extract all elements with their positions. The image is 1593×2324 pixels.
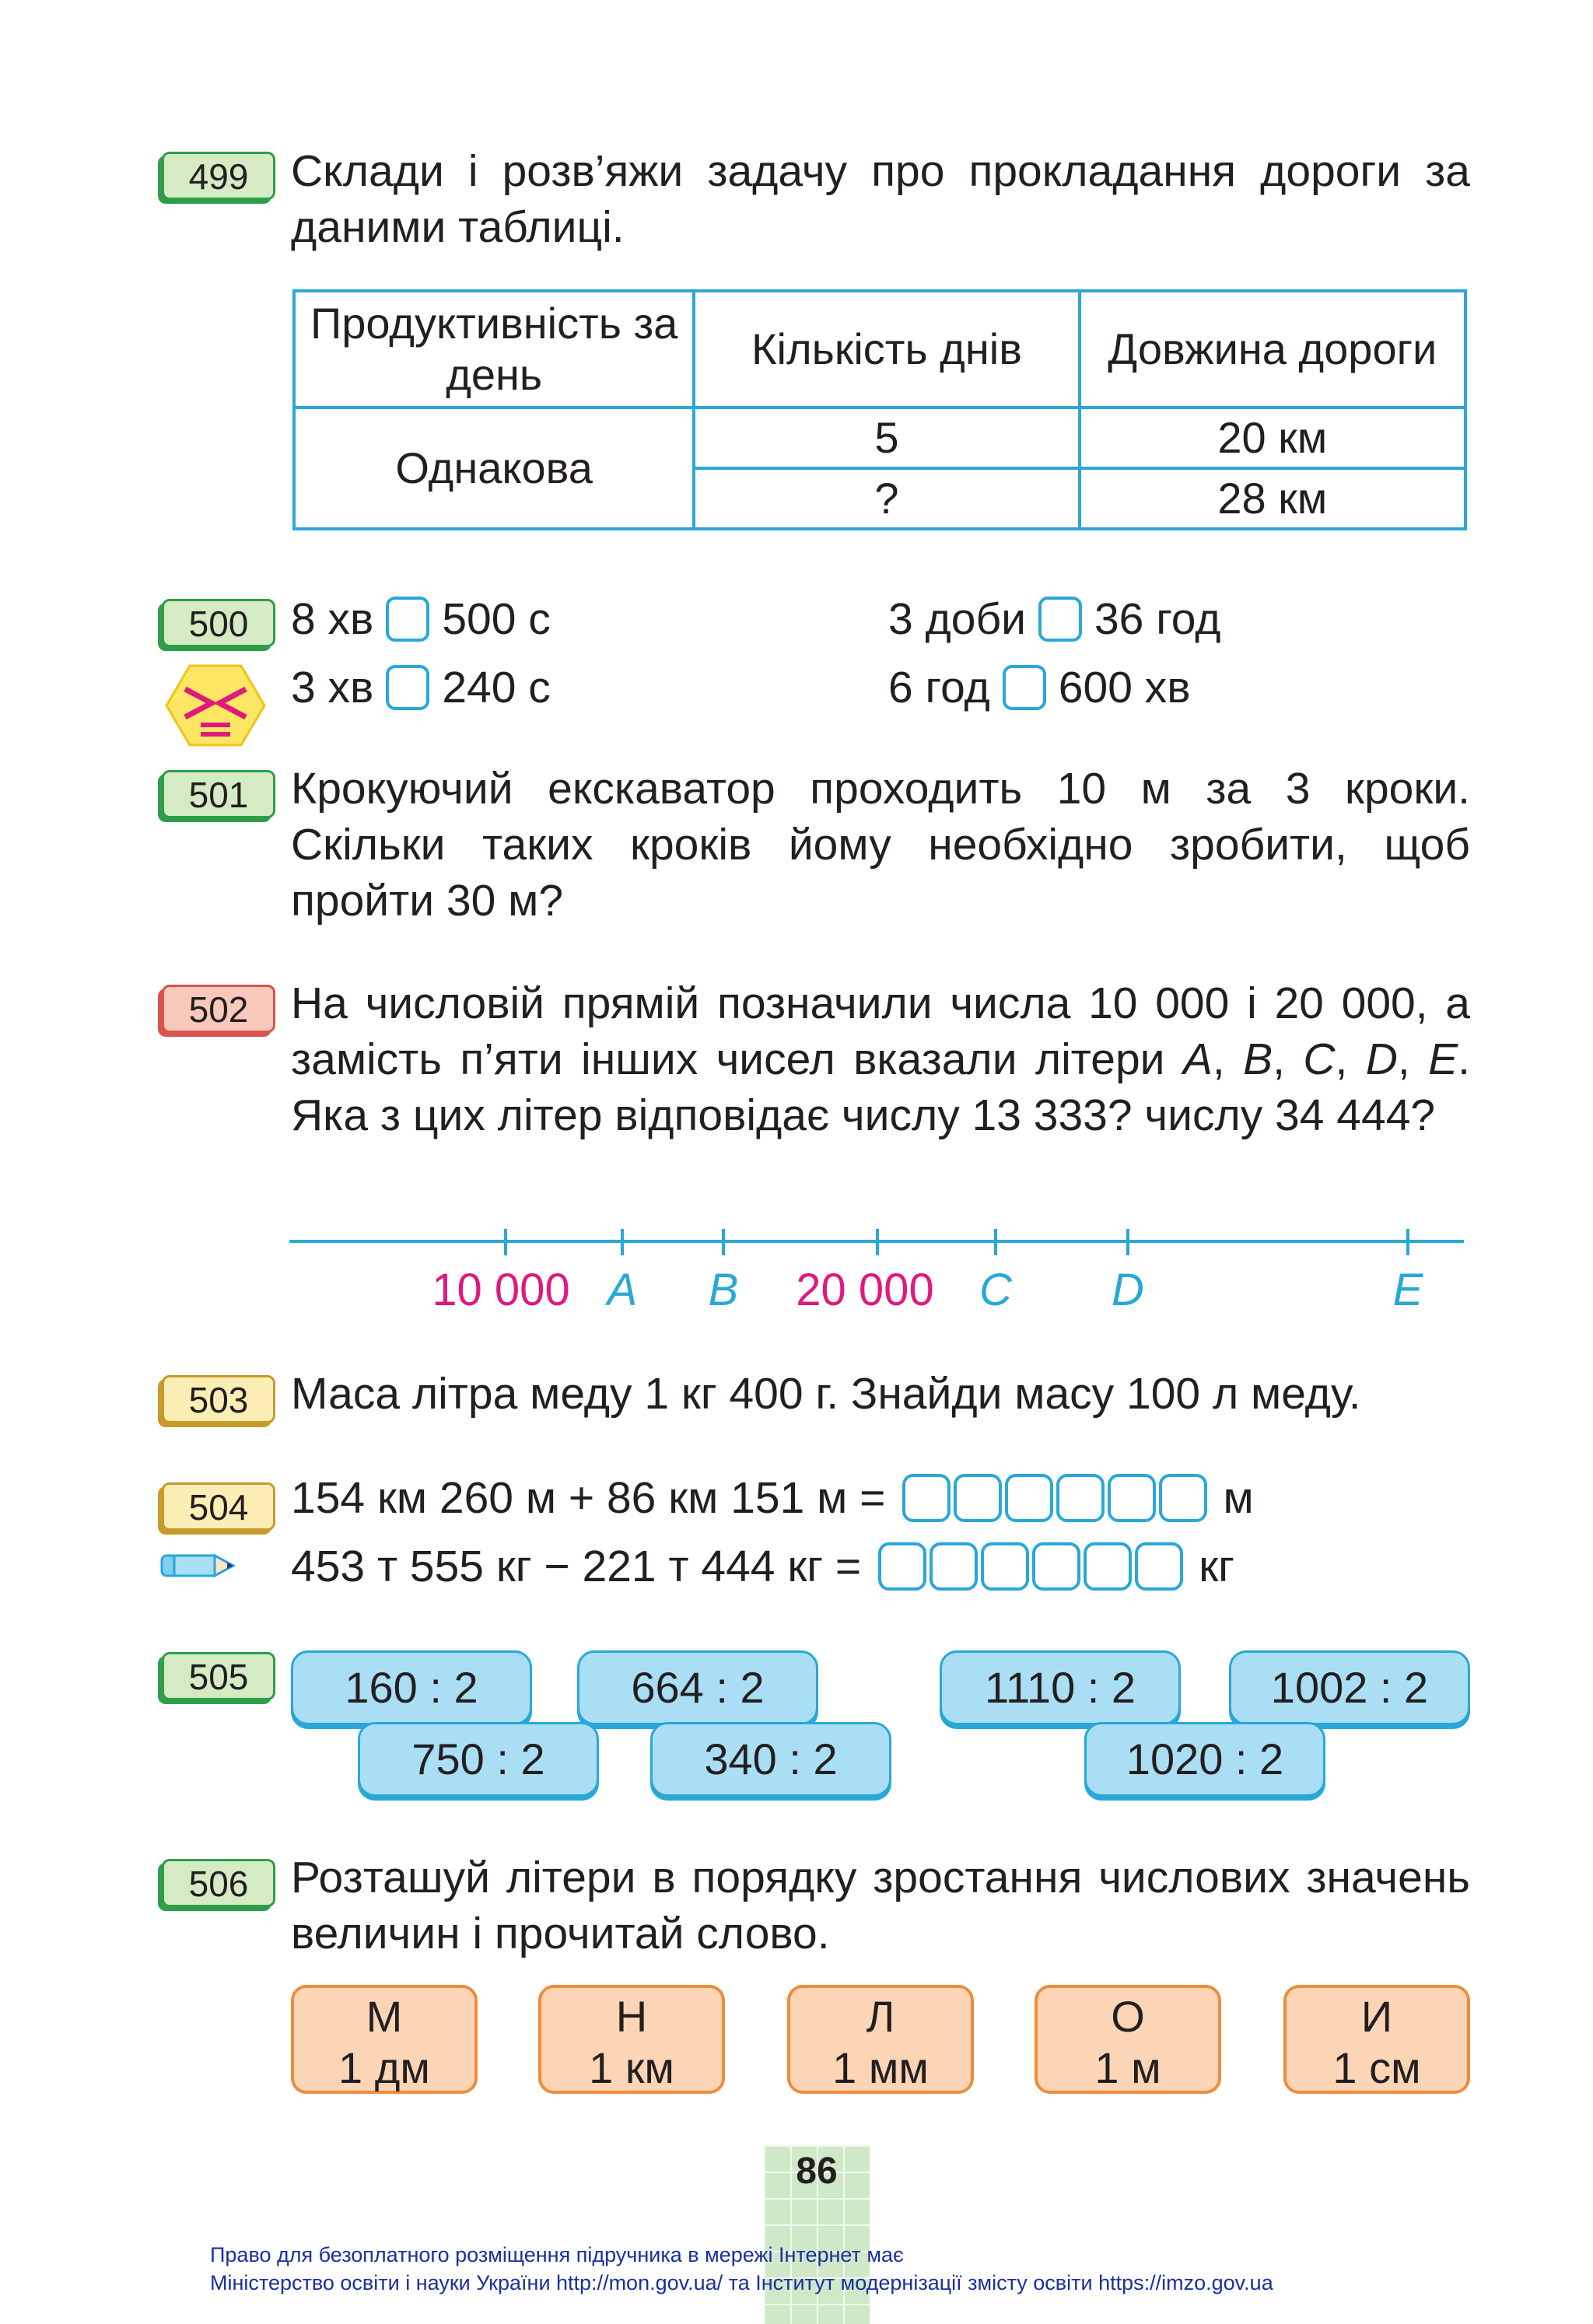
answer-boxes[interactable]: [878, 1542, 1186, 1591]
table-header: Кількість днів: [694, 291, 1079, 408]
table-cell: ?: [694, 468, 1079, 529]
compare-row: [888, 660, 1191, 716]
answer-cell[interactable]: [1108, 1474, 1156, 1522]
number-line-tick: [1126, 1229, 1129, 1255]
answer-boxes[interactable]: [902, 1474, 1210, 1522]
task-number-500: 500: [162, 599, 275, 647]
letter-c: C: [1303, 1034, 1336, 1084]
unit: кг: [1199, 1542, 1234, 1591]
table-header: Продуктивність за день: [294, 291, 694, 408]
letter-card-letter: М: [366, 1992, 403, 2041]
task-number-501: 501: [162, 770, 275, 818]
number-line-label: E: [1392, 1265, 1423, 1315]
letter-b: B: [1243, 1034, 1273, 1084]
division-card: 750 : 2: [358, 1722, 599, 1797]
compare-row: [291, 591, 551, 647]
compare-right: 500 с: [442, 594, 551, 644]
pencil-icon: [159, 1548, 236, 1585]
table-cell: 5: [694, 408, 1079, 468]
number-line-tick: [994, 1229, 997, 1255]
compare-box[interactable]: [1038, 597, 1082, 642]
letter-card: [1035, 1985, 1221, 2094]
number-line-tick: [504, 1229, 507, 1255]
task-503-text: Маса літра меду 1 кг 400 г. Знайди масу 100 л меду.: [291, 1369, 1361, 1419]
compare-signs-icon: [165, 663, 266, 748]
table-cell: 20 км: [1080, 408, 1465, 468]
number-line-tick: [1406, 1229, 1409, 1255]
letter-card-letter: О: [1111, 1992, 1145, 2041]
compare-left: 6 год: [888, 663, 990, 712]
compare-row: [888, 591, 1220, 647]
compare-box[interactable]: [386, 597, 429, 642]
answer-cell[interactable]: [1032, 1542, 1080, 1591]
answer-cell[interactable]: [902, 1474, 951, 1522]
letter-a: A: [1182, 1034, 1213, 1084]
letter-card-value: 1 мм: [832, 2043, 929, 2092]
table-cell: Однакова: [294, 408, 694, 529]
task-number-506: 506: [162, 1859, 275, 1907]
letter-card-value: 1 см: [1332, 2043, 1421, 2092]
number-line-label: C: [979, 1265, 1012, 1315]
division-card: 1020 : 2: [1084, 1722, 1325, 1797]
letter-card: [538, 1985, 725, 2094]
task-502-text: На числовій прямій позначили числа 10 000 і 20 000, а замість п’яти інших чисел вказали літери A, B, C, D, E. Яка з цих літер відповідає числу 13 333? числу 34 444?: [291, 978, 1470, 1140]
table-cell: 28 км: [1080, 468, 1465, 529]
number-line-label: 10 000: [432, 1265, 570, 1315]
letter-card-letter: И: [1360, 1992, 1393, 2041]
letter-e: E: [1428, 1034, 1458, 1084]
letter-card-value: 1 дм: [338, 2043, 430, 2092]
compare-left: 3 хв: [291, 663, 374, 712]
task-499-table: [292, 289, 1467, 530]
table-header: Довжина дороги: [1080, 291, 1465, 408]
footer-line-1: Право для безоплатного розміщення підручника в мережі Інтернет має: [210, 2243, 904, 2266]
task-501-text: Крокуючий екскаватор проходить 10 м за 3 кроки. Скільки таких кроків йому необхідно зробити, щоб пройти 30 м?: [291, 764, 1470, 926]
answer-cell[interactable]: [1135, 1542, 1183, 1591]
number-line-label: 20 000: [796, 1265, 934, 1315]
answer-cell[interactable]: [878, 1542, 926, 1591]
expression-row: [291, 1470, 1254, 1526]
letter-card-value: 1 км: [589, 2043, 674, 2092]
number-line-label: D: [1112, 1265, 1144, 1315]
expression-row: [291, 1538, 1234, 1594]
division-card: 664 : 2: [577, 1650, 818, 1725]
answer-cell[interactable]: [981, 1542, 1029, 1591]
compare-row: [291, 660, 551, 716]
expression: 154 км 260 м + 86 км 151 м =: [291, 1473, 886, 1523]
task-506-text: Розташуй літери в порядку зростання числових значень величин і прочитай слово.: [291, 1853, 1470, 1958]
unit: м: [1223, 1473, 1254, 1523]
number-line-tick: [876, 1229, 879, 1255]
answer-cell[interactable]: [930, 1542, 978, 1591]
compare-box[interactable]: [1003, 665, 1046, 710]
number-line-label: B: [708, 1265, 739, 1315]
compare-box[interactable]: [386, 665, 429, 710]
compare-left: 8 хв: [291, 594, 374, 644]
letter-card-value: 1 м: [1094, 2043, 1161, 2092]
footer-line-2: Міністерство освіти і науки України http://mon.gov.ua/ та Інститут модернізації змісту освіти https://imzo.gov.ua: [210, 2271, 1273, 2294]
task-number-499: 499: [162, 152, 275, 200]
letter-card: [1283, 1985, 1470, 2094]
page-number-block: [764, 2145, 870, 2324]
number-line-label: A: [607, 1265, 638, 1315]
letter-d: D: [1365, 1034, 1398, 1084]
page-number: 86: [796, 2151, 838, 2192]
expression: 453 т 555 кг − 221 т 444 кг =: [291, 1542, 862, 1591]
task-502-text-part: . Яка з цих літер відповідає числу 13 333? числу 34 444?: [291, 1034, 1470, 1140]
division-card: 1002 : 2: [1229, 1650, 1470, 1725]
task-number-502: 502: [162, 985, 275, 1033]
division-card: 340 : 2: [650, 1722, 891, 1797]
answer-cell[interactable]: [1159, 1474, 1207, 1522]
task-number-505: 505: [162, 1652, 275, 1700]
division-card: 160 : 2: [291, 1650, 532, 1725]
answer-cell[interactable]: [954, 1474, 1002, 1522]
division-card: 1110 : 2: [940, 1650, 1181, 1725]
letter-card: [291, 1985, 478, 2094]
answer-cell[interactable]: [1084, 1542, 1132, 1591]
compare-right: 600 хв: [1058, 663, 1191, 712]
letter-card: [787, 1985, 974, 2094]
task-502-text-part: На числовій прямій позначили числа 10 000 і 20 000, а замість п’яти інших чисел вказали літери: [291, 978, 1470, 1084]
letter-card-letter: Л: [866, 1992, 895, 2041]
number-line-tick: [621, 1229, 624, 1255]
task-number-504: 504: [162, 1482, 275, 1531]
letter-card-letter: Н: [615, 1992, 648, 2041]
number-line-tick: [722, 1229, 725, 1255]
task-499-text: Склади і розв’яжи задачу про прокладання дороги за даними таблиці.: [291, 146, 1470, 252]
compare-right: 36 год: [1094, 594, 1221, 644]
answer-cell[interactable]: [1056, 1474, 1105, 1522]
compare-right: 240 с: [442, 663, 551, 712]
task-number-503: 503: [162, 1375, 275, 1423]
answer-cell[interactable]: [1005, 1474, 1053, 1522]
compare-left: 3 доби: [888, 594, 1026, 644]
